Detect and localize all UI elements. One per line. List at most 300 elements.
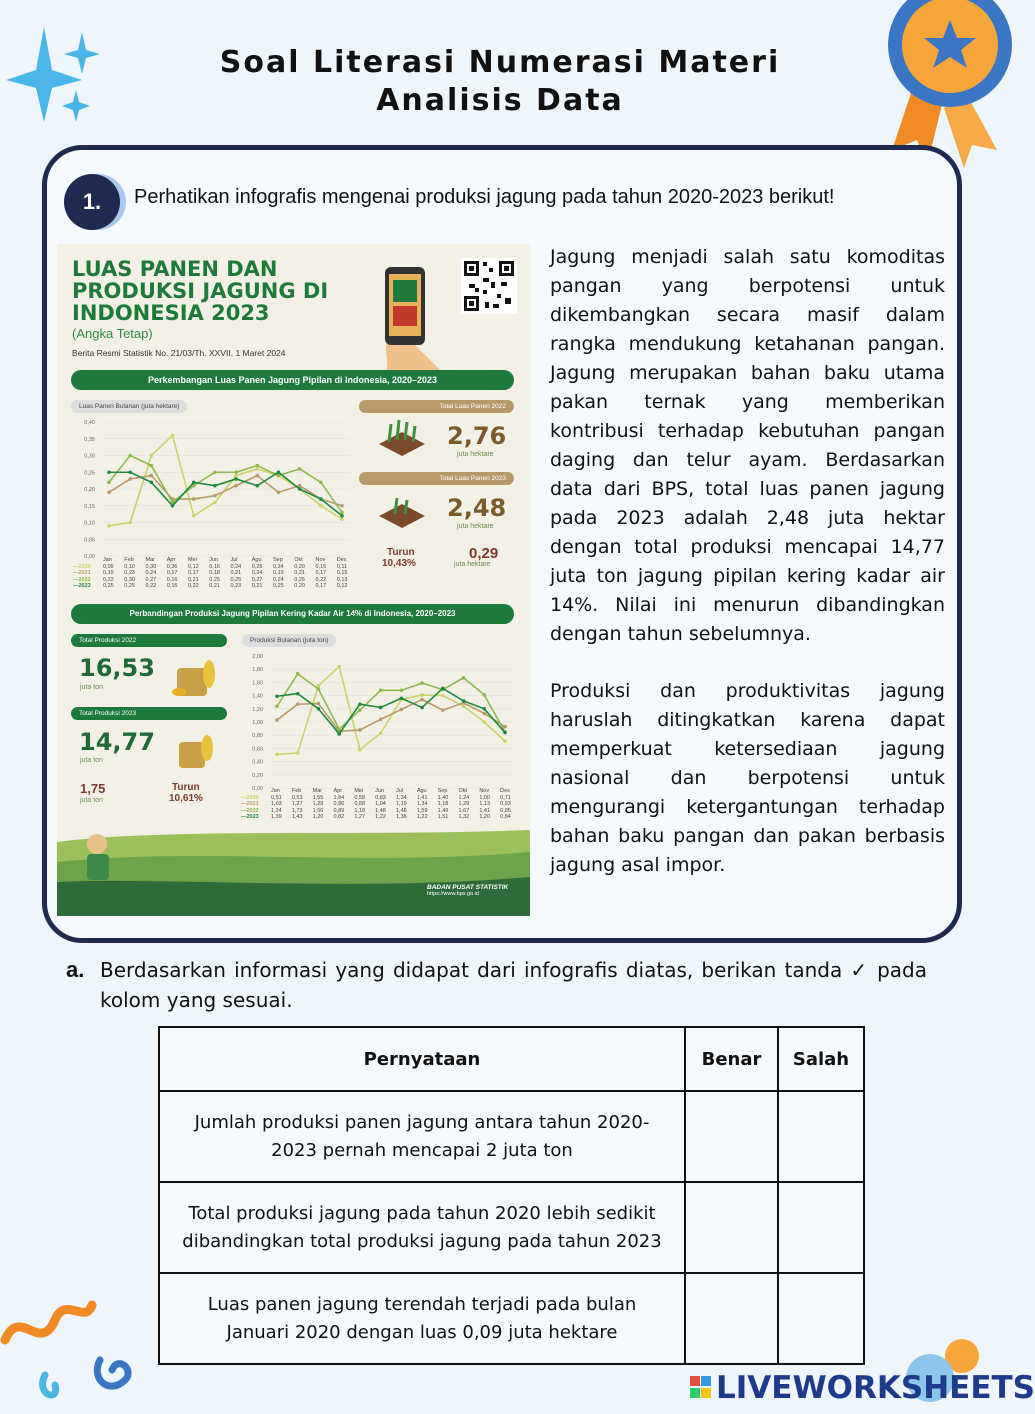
data-point-2022 [277,474,281,478]
table-value: 0,09 [103,563,114,570]
data-point-2020 [150,454,154,458]
table-value: 1,03 [271,801,282,807]
month-label: Des [336,557,347,563]
series-legend-2022: —2022 [73,576,91,583]
data-point-2020 [275,753,279,757]
data-point-2023 [462,699,466,703]
table-value: 0,83 [375,794,386,801]
data-point-2021 [358,728,362,732]
table-value: 1,27 [354,814,366,820]
table-value: 1,36 [396,814,407,820]
data-point-2022 [107,481,111,485]
table-value: 1,41 [416,794,428,801]
series-legend-2021: —2021 [241,801,259,807]
table-value: 0,23 [124,570,135,576]
table-value: 1,50 [312,807,324,814]
table-value: 0,21 [251,583,263,589]
part-a-instruction: Berdasarkan informasi yang didapat dari infografis diatas, berikan tanda ✓ pada kolom yang sesuai. [100,958,927,1012]
data-point-2022 [317,687,321,691]
table-value: 0,24 [273,576,284,583]
data-point-2022 [482,693,486,697]
data-point-2022 [462,676,466,680]
month-label: Mei [188,557,197,563]
table-value: 0,24 [273,563,284,570]
y-tick-label: 0,00 [252,786,263,792]
y-tick-label: 0,80 [252,733,263,740]
y-tick-label: 0,20 [252,772,263,779]
y-tick-label: 2,00 [252,654,263,660]
farm-landscape [57,822,530,916]
data-point-2023 [317,707,321,711]
table-value: 0,15 [336,570,348,576]
table-value: 0,19 [273,570,284,576]
data-point-2021 [213,494,217,498]
table-value: 0,23 [230,583,242,589]
table-value: 0,86 [333,801,345,807]
header-statement: Pernyataan [159,1027,685,1091]
table-value: 1,27 [291,801,303,807]
table-value: 0,93 [500,801,511,807]
page-title [0,44,1000,120]
table-value: 1,84 [333,794,345,801]
data-point-2023 [255,484,259,488]
series-legend-2020: —2020 [241,794,259,801]
month-label: Feb [291,788,302,794]
table-value: 0,71 [500,794,511,801]
series-line-2020 [109,435,342,525]
month-label: Nov [479,788,490,794]
table-value: 0,19 [103,570,114,576]
table-value: 0,17 [188,570,199,576]
data-point-2022 [337,727,341,731]
production-diff-unit: juta ton [80,797,103,804]
table-value: 1,28 [312,801,324,807]
data-point-2021 [128,477,132,481]
table-value: 0,21 [188,576,199,583]
data-point-2023 [234,477,238,481]
series-line-2022 [109,456,342,513]
data-point-2023 [171,504,175,508]
bps-url: https://www.bps.go.id [427,891,479,897]
section2-chart-label: Produksi Bulanan (juta ton) [242,634,336,647]
month-label: Agu [251,557,262,563]
answer-table-header [159,1027,864,1091]
data-point-2020 [213,501,217,505]
table-value: 0,58 [354,794,366,801]
table-value: 1,48 [396,807,407,814]
table-value: 1,41 [479,807,491,814]
section2-total-2022-label: Total Produksi 2022 [71,634,227,647]
liveworksheets-logo-icon [690,1376,712,1400]
y-tick-label: 0,20 [84,487,95,493]
table-value: 0,20 [294,563,305,570]
header-false: Salah [778,1027,864,1091]
data-point-2023 [420,706,424,710]
data-point-2020 [255,467,259,471]
corn-field-icon [377,416,427,456]
data-point-2020 [340,517,344,521]
data-point-2020 [358,748,362,752]
y-tick-label: 0,40 [252,759,263,766]
series-legend-2023: —2023 [73,583,91,589]
corn-field-small-icon [377,488,427,528]
area-2023-value: 2,48 [447,494,507,522]
true-checkbox[interactable] [685,1091,778,1182]
area-decrease-unit: juta hektare [454,561,491,568]
data-point-2022 [420,681,424,685]
data-point-2021 [234,484,238,488]
area-chart [71,414,356,564]
data-point-2022 [379,689,383,693]
table-value: 1,18 [437,801,449,807]
data-point-2021 [503,725,507,729]
table-value: 0,20 [294,583,305,589]
data-point-2020 [420,693,424,697]
title-line-1: Soal Literasi Numerasi Materi [219,45,781,80]
table-row [159,1182,864,1273]
statement-cell: Luas panen jagung terendah terjadi pada bulan Januari 2020 dengan luas 0,09 juta hektare [159,1273,685,1364]
table-row [159,1273,864,1364]
area-decrease-label: Turun [387,547,415,558]
table-value: 1,67 [458,807,470,814]
data-point-2021 [192,497,196,501]
table-value: 0,27 [145,576,157,583]
paragraph-2: Produksi dan produktivitas jagung haruslah ditingkatkan karena dapat memperkuat ketersediaan jagung nasional dan berpotensi untuk mengurangi ketergantungan terhadap bahan baku pangan dan pakan berbasis jagung asal impor. [550,680,945,876]
data-point-2023 [277,470,281,474]
data-point-2020 [128,521,132,525]
data-point-2022 [358,708,362,712]
data-point-2020 [482,720,486,724]
data-point-2023 [482,707,486,711]
table-value: 0,36 [166,563,178,570]
table-value: 1,22 [416,814,428,820]
data-point-2021 [441,708,445,712]
y-tick-label: 1,60 [252,680,263,687]
data-point-2021 [340,504,344,508]
phone-hand-icon [377,262,447,372]
table-value: 0,15 [315,563,327,570]
table-value: 0,30 [145,563,157,570]
table-value: 1,59 [416,807,428,814]
false-checkbox[interactable] [778,1182,864,1273]
table-value: 0,25 [209,576,220,583]
data-point-2023 [107,470,111,474]
table-value: 1,24 [271,807,282,814]
data-point-2021 [317,702,321,706]
table-value: 0,22 [315,576,327,583]
production-2023-value: 14,77 [79,728,155,756]
y-tick-label: 0,60 [252,746,263,753]
month-label: Mei [354,788,364,794]
data-point-2020 [503,739,507,743]
table-value: 0,27 [251,576,263,583]
false-checkbox[interactable] [778,1273,864,1364]
table-value: 0,25 [103,583,114,589]
table-value: 0,53 [291,794,303,801]
table-value: 1,49 [437,807,449,814]
month-label: Sep [437,788,448,794]
area-decrease-pct: 10,43% [382,558,416,569]
infographic [57,244,530,916]
table-value: 0,21 [209,583,220,589]
paragraph-1: Jagung menjadi salah satu komoditas pangan yang berpotensi untuk dikembangkan secara masif dalam rangka mendukung ketahanan pangan. Jagung merupakan bahan baku utama pakan ternak yang memberikan kontribusi terhadap kebutuhan pangan daging dan telur ayam. Berdasarkan data dari BPS, total luas panen jagung pada 2023 adalah 2,48 juta hektar dengan total produksi mencapai 14,77 juta ton jagung pipilan kering kadar air 14%. Nilai ini menurun dibandingkan dengan tahun sebelumnya. [550,246,945,645]
table-value: 0,21 [230,570,242,576]
data-point-2023 [128,470,132,474]
data-point-2020 [107,524,111,528]
table-value: 0,16 [209,563,220,570]
true-checkbox[interactable] [685,1182,778,1273]
table-value: 0,21 [294,570,305,576]
y-tick-label: 1,80 [252,667,263,674]
data-point-2022 [275,704,279,708]
table-value: 1,29 [458,801,470,807]
series-legend-2023: —2023 [241,814,259,820]
question-prompt: Perhatikan infografis mengenai produksi jagung pada tahun 2020-2023 berikut! [134,186,835,208]
answer-table [158,1026,865,1365]
production-diff-value: 1,75 [80,781,106,796]
series-legend-2021: —2021 [73,570,91,576]
data-point-2021 [255,474,259,478]
table-value: 0,25 [273,583,284,589]
corn-sack-icon [169,654,219,698]
table-value: 1,43 [291,814,303,820]
data-point-2022 [296,672,300,676]
infographic-title: LUAS PANEN DAN PRODUKSI JAGUNG DI INDONESIA 2023 [72,257,329,325]
month-label: Nov [315,557,326,563]
y-tick-label: 0,15 [84,503,95,510]
data-point-2023 [319,497,323,501]
data-point-2020 [462,704,466,708]
area-2022-value: 2,76 [447,422,507,450]
y-tick-label: 1,00 [252,720,263,726]
series-legend-2022: —2022 [241,807,259,814]
squiggle-icon [0,1285,140,1410]
production-2023-unit: juta ton [80,757,103,764]
header-true: Benar [685,1027,778,1091]
table-value: 1,39 [271,814,282,820]
table-value: 1,34 [396,794,407,801]
false-checkbox[interactable] [778,1091,864,1182]
data-point-2021 [275,718,279,722]
table-value: 0,18 [209,570,220,576]
y-tick-label: 0,30 [84,453,95,460]
table-value: 1,04 [375,801,386,807]
data-point-2021 [379,718,383,722]
statement-cell: Total produksi jagung pada tahun 2020 lebih sedikit dibandingkan total produksi jagung pada tahun 2023 [159,1182,685,1273]
month-label: Jan [103,557,112,563]
month-label: Apr [333,788,343,794]
month-label: Okt [294,557,303,563]
month-label: Feb [124,557,134,563]
data-point-2021 [277,491,281,495]
table-value: 1,40 [437,794,449,801]
month-label: Mar [312,788,323,794]
month-label: Sep [273,557,283,563]
bps-footer [427,884,508,897]
infographic-subtitle: (Angka Tetap) [72,326,153,341]
month-label: Jun [375,788,385,794]
question-number: 1. [64,174,120,230]
production-chart [239,648,519,796]
production-decrease-label: Turun [172,782,200,793]
data-point-2023 [192,481,196,485]
part-a-label: a. [66,957,85,982]
section1-chart-label: Luas Panen Bulanan (juta hektare) [71,400,187,413]
data-point-2023 [358,702,362,706]
table-value: 0,13 [336,576,348,583]
data-point-2023 [150,481,154,485]
data-point-2022 [234,470,238,474]
qr-code-icon [461,258,517,314]
data-point-2022 [255,464,259,468]
data-point-2023 [213,484,217,488]
table-value: 0,10 [124,563,135,570]
table-value: 0,16 [166,576,178,583]
data-point-2020 [171,434,175,438]
table-value: 1,48 [375,807,386,814]
production-decrease-pct: 10,61% [169,793,203,804]
table-value: 0,26 [294,576,305,583]
table-value: 0,15 [166,583,178,589]
liveworksheets-brand: LIVEWORKSHEETS [716,1370,1035,1406]
area-2023-unit: juta hektare [457,523,494,530]
data-point-2023 [441,687,445,691]
table-value: 1,18 [354,807,366,814]
data-point-2023 [337,732,341,736]
table-value: 0,22 [145,583,157,589]
table-value: 0,22 [188,583,199,589]
production-2022-value: 16,53 [79,654,155,682]
month-label: Jul [396,788,404,794]
table-value: 0,88 [354,801,366,807]
table-value: 0,12 [336,583,348,589]
y-tick-label: 0,10 [84,520,95,527]
data-point-2023 [340,514,344,518]
table-value: 1,20 [479,814,491,820]
corn-sack-small-icon [169,726,219,770]
month-label: Des [500,788,510,794]
month-label: Jun [209,557,219,563]
true-checkbox[interactable] [685,1273,778,1364]
data-point-2022 [319,481,323,485]
table-value: 1,55 [312,794,324,801]
table-value: 0,25 [124,583,135,589]
table-value: 0,11 [336,563,348,570]
area-decrease-value: 0,29 [469,545,499,562]
data-point-2022 [213,470,217,474]
table-value: 0,12 [188,563,199,570]
table-row [159,1091,864,1182]
month-label: Jul [230,557,238,563]
data-point-2021 [482,712,486,716]
data-point-2020 [234,474,238,478]
data-point-2020 [319,504,323,508]
section1-total-2022-label: Total Luas Panen 2022 [359,400,514,413]
data-point-2023 [275,694,279,698]
series-line-2020 [277,667,505,755]
table-value: 0,26 [251,563,263,570]
y-tick-label: 0,25 [84,470,95,477]
y-tick-label: 0,35 [84,436,95,443]
month-label: Jan [271,788,280,794]
data-point-2021 [150,474,154,478]
table-value: 0,89 [333,807,345,814]
table-value: 0,85 [500,807,511,814]
area-2022-unit: juta hektare [457,451,494,458]
table-value: 0,25 [230,576,242,583]
table-value: 1,34 [416,801,428,807]
month-label: Apr [166,557,176,563]
bps-agency: BADAN PUSAT STATISTIK [427,884,509,891]
data-point-2021 [400,708,404,712]
title-line-2: Analisis Data [376,83,624,118]
data-point-2023 [379,706,383,710]
data-point-2020 [441,694,445,698]
table-value: 0,24 [251,570,263,576]
infographic-reference: Berita Resmi Statistik No. 21/03/Th. XXVII, 1 Maret 2024 [72,348,286,358]
data-point-2023 [503,731,507,735]
table-value: 0,82 [333,814,345,820]
table-value: 1,20 [312,814,324,820]
y-tick-label: 0,40 [84,420,95,426]
data-point-2023 [400,696,404,700]
y-tick-label: 1,40 [252,693,263,700]
table-value: 0,17 [315,570,327,576]
table-value: 1,13 [479,801,491,807]
table-value: 1,73 [291,807,303,814]
table-value: 0,24 [230,563,242,570]
table-value: 0,17 [166,570,178,576]
section2-banner: Perbandingan Produksi Jagung Pipilan Kering Kadar Air 14% di Indonesia, 2020–2023 [71,604,514,624]
statement-cell: Jumlah produksi panen jagung antara tahun 2020-2023 pernah mencapai 2 juta ton [159,1091,685,1182]
table-value: 0,22 [103,576,114,583]
y-tick-label: 1,20 [252,706,263,713]
table-value: 0,30 [124,576,135,583]
table-value: 0,84 [500,814,511,820]
table-value: 1,32 [458,814,470,820]
data-point-2021 [298,484,302,488]
data-point-2023 [298,487,302,491]
data-point-2022 [128,454,132,458]
y-tick-label: 0,05 [84,537,95,544]
month-label: Okt [458,788,468,794]
section2-total-2023-label: Total Produksi 2023 [71,707,227,720]
data-point-2022 [340,511,344,515]
data-point-2022 [298,467,302,471]
y-tick-label: 0,00 [84,554,95,560]
data-point-2020 [296,751,300,755]
table-value: 0,51 [271,794,282,801]
month-label: Mar [145,557,155,563]
table-value: 0,24 [145,570,157,576]
data-point-2021 [420,698,424,702]
table-value: 0,17 [315,583,327,589]
section1-banner: Perkembangan Luas Panen Jagung Pipilan di Indonesia, 2020–2023 [71,370,514,390]
data-point-2022 [400,689,404,693]
data-point-2020 [379,731,383,735]
data-point-2020 [317,684,321,688]
data-point-2021 [107,491,111,495]
series-legend-2020: —2020 [73,563,91,570]
data-point-2021 [296,702,300,706]
data-point-2023 [296,692,300,696]
month-label: Agu [416,788,427,794]
production-2022-unit: juta ton [80,684,103,691]
table-value: 1,24 [458,794,470,801]
table-value: 1,22 [375,814,386,820]
section1-total-2023-label: Total Luas Panen 2023 [359,472,514,485]
table-value: 1,19 [396,801,407,807]
